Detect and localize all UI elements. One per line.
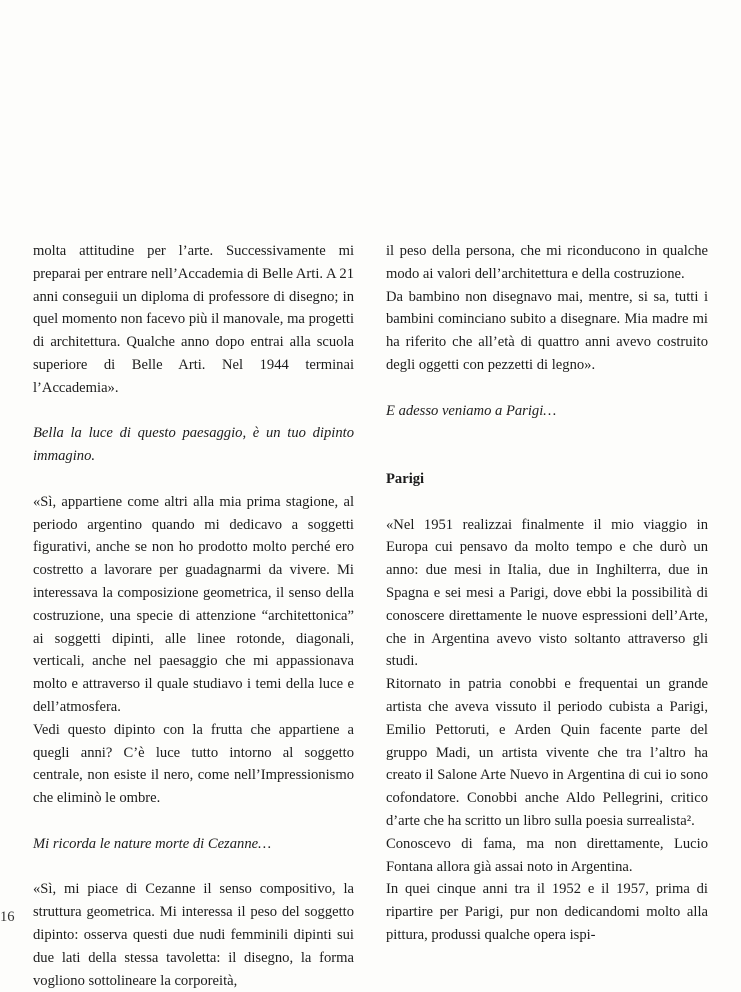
- body-paragraph: Vedi questo dipinto con la frutta che appartiene a quegli anni? C’è luce tutto intorno al soggetto centrale, non esiste il nero, come nell’Impressionismo che eliminò le ombre.: [33, 721, 354, 807]
- page-number: 16: [0, 909, 15, 925]
- paragraph-spacer: [33, 400, 354, 423]
- paragraph-spacer: [33, 810, 354, 833]
- body-paragraph: il peso della persona, che mi riconducono in qualche modo ai valori dell’architettura e della costruzione.: [386, 243, 708, 282]
- paragraph-spacer: [386, 422, 708, 468]
- paragraph-spacer: [33, 468, 354, 491]
- body-paragraph: Conoscevo di fama, ma non direttamente, Lucio Fontana allora già assai noto in Argentina.: [386, 835, 708, 875]
- body-paragraph: «Sì, appartiene come altri alla mia prima stagione, al periodo argentino quando mi dedicavo a soggetti figurativi, anche se non ho prodotto molto perché ero costretto a lavorare per guadagnarmi da vivere. Mi interessava la composizione geometrica, il senso della costruzione, una specie di attenzione “architettonica” ai soggetti dipinti, alle linee rotonde, diagonali, verticali, anche nel paesaggio che mi appassionava molto e attraverso il quale studiavo i temi della luce e dell’atmosfera.: [33, 493, 354, 715]
- body-paragraph: «Sì, mi piace di Cezanne il senso compositivo, la struttura geometrica. Mi interessa il peso del soggetto dipinto: osserva questi due nudi femminili dipinti sui due lati della stessa tavoletta: il disegno, la forma vogliono sottolineare la corporeità,: [33, 881, 354, 989]
- paragraph-spacer: [386, 491, 708, 514]
- body-paragraph: molta attitudine per l’arte. Successivamente mi preparai per entrare nell’Accademia di Belle Arti. A 21 anni conseguii un diploma di professore di disegno; in quel momento non facevo più il manovale, ma progetti di architettura. Qualche anno dopo entrai alla scuola superiore di Belle Arti. Nel 1944 terminai l’Accademia».: [33, 243, 354, 396]
- interview-question: E adesso veniamo a Parigi…: [386, 402, 557, 419]
- body-paragraph: Ritornato in patria conobbi e frequentai un grande artista che aveva vissuto il periodo cubista a Parigi, Emilio Pettoruti, e Arden Quin facente parte del gruppo Madi, un artista vivente che tra l’altro ha creato il Salone Arte Nuevo in Argentina di cui io sono cofondatore. Conobbi anche Aldo Pellegrini, critico d’arte che ha scritto un libro sulla poesia surrealista².: [386, 676, 708, 829]
- body-paragraph: Da bambino non disegnavo mai, mentre, si sa, tutti i bambini cominciano subito a disegnare. Mia madre mi ha riferito che all’età di quattro anni avevo costruito degli oggetti con pezzetti di legno».: [386, 288, 708, 373]
- body-paragraph: «Nel 1951 realizzai finalmente il mio viaggio in Europa cui pensavo da molto tempo e che durò un anno: due mesi in Italia, due in Inghilterra, due in Spagna e sei mesi a Parigi, dove ebbi la possibilità di conoscere direttamente le nuove espressioni dell’Arte, che in Argentina avevo visto soltanto attraverso gli studi.: [386, 516, 708, 670]
- right-column: [386, 240, 708, 947]
- section-heading: Parigi: [386, 470, 425, 487]
- interview-question: Bella la luce di questo paesaggio, è un tuo dipinto immagino.: [33, 425, 354, 465]
- interview-question: Mi ricorda le nature morte di Cezanne…: [33, 835, 272, 852]
- paragraph-spacer: [33, 856, 354, 879]
- left-column: [33, 240, 354, 992]
- body-paragraph: In quei cinque anni tra il 1952 e il 1957, prima di ripartire per Parigi, pur non dedicandomi molto alla pittura, produssi qualche opera ispi-: [386, 881, 708, 943]
- paragraph-spacer: [386, 377, 708, 400]
